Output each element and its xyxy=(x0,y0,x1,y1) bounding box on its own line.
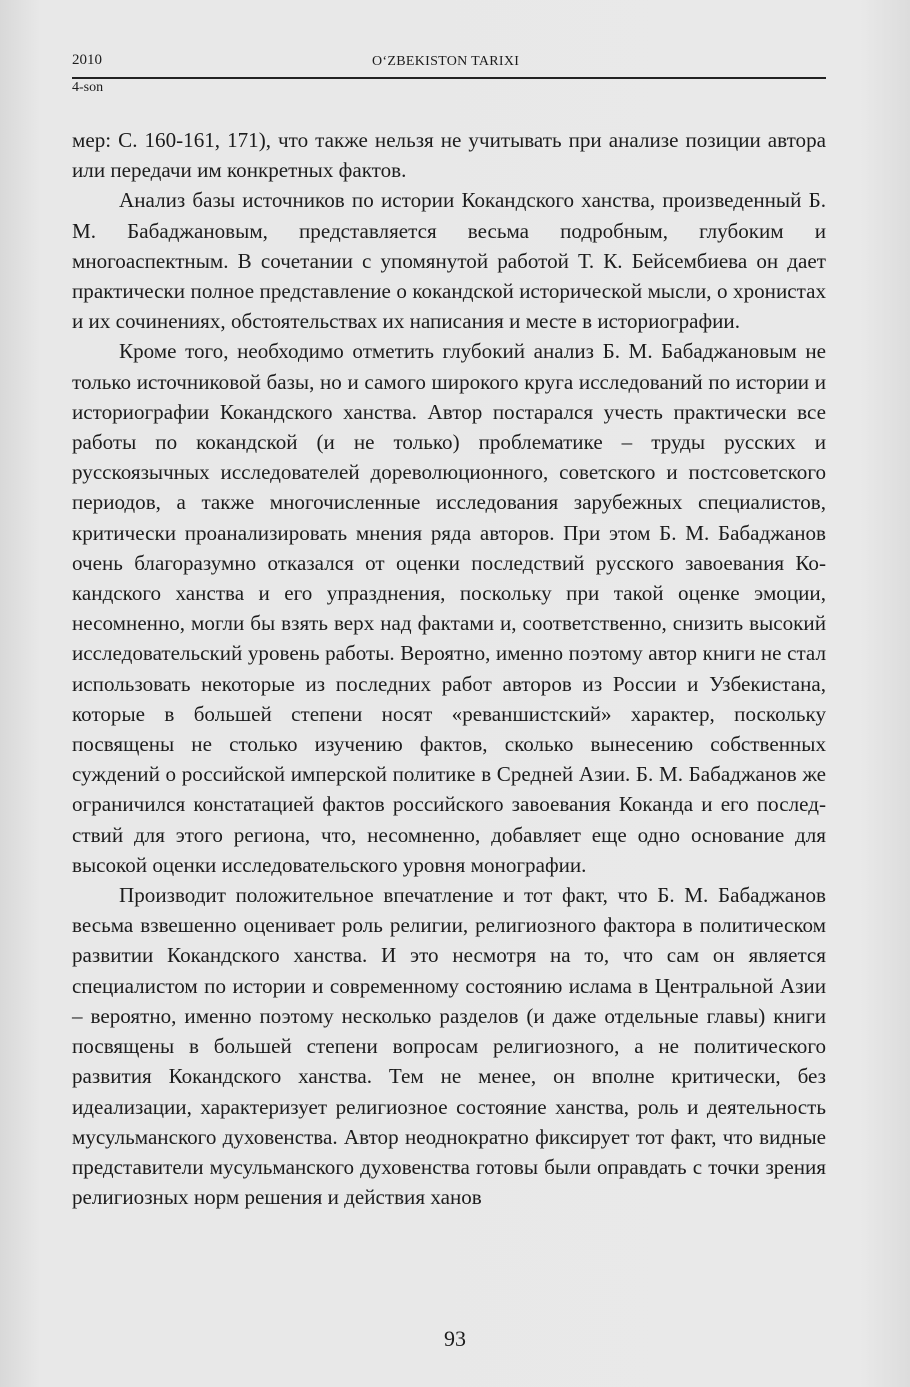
running-header xyxy=(72,52,826,102)
paragraph: Анализ базы источников по истории Кокандского ханства, произведенный Б. М. Бабаджановым, представляется весьма подробным, глубоким и многоаспектным. В сочетании с упомянутой работой Т. К. Бейсембиева он дает практически полное представление о кокандской исторической мысли, о хронистах и их сочинениях, обстоятельствах их написания и месте в историографии. xyxy=(72,188,826,334)
header-issue: 4-son xyxy=(72,80,104,95)
paragraph: Производит положительное впечатление и тот факт, что Б. М. Бабаджанов весьма взвешенно оценивает роль религии, религиозного фактора в политическом развитии Кокандского ханства. И это несмотря на то, что сам он является специалистом по истории и современному состоянию ислама в Центральной Азии – вероятно, именно поэтому несколько разделов (и даже отдельные главы) книги посвящены в большей степени вопросам религиозного, а не политического развития Кокандского ханства. Тем не менее, он вполне критически, без идеализации, характеризует религиозное состояние ханства, роль и деятельность мусульманского духовенства. Автор неоднократно фиксирует тот факт, что видные представители мусульманского духовенства готовы были оправдать с точки зрения религиозных норм решения и действия ханов xyxy=(72,883,826,1210)
header-rule xyxy=(72,77,826,79)
paragraph: Кроме того, необходимо отметить глубокий анализ Б. М. Бабаджановым не только источниковой базы, но и самого широкого круга исследований по истории и историографии Кокандского ханства. Автор постарался учесть практически все работы по кокандской (и не только) проблематике – труды русских и русскоязычных исследователей дореволюционного, советского и постсоветского периодов, а также многочисленные исследования зарубежных специалистов, критически проанализировать мнения ряда авторов. При этом Б. М. Бабаджанов очень благоразумно отказался от оценки последствий русского завоевания Кокандского ханства и его упразднения, поскольку при такой оценке эмоции, несомненно, могли бы взять верх над фактами и, соответственно, снизить высокий исследовательский уровень работы. Вероятно, именно поэтому автор книги не стал использовать некоторые из последних работ авторов из России и Узбекистана, которые в большей степени носят «реваншистский» характер, поскольку посвящены не столько изучению фактов, сколько вынесению собственных суждений о российской имперской политике в Средней Азии. Б. М. Бабаджанов же ограничился констатацией фактов российского завоевания Коканда и его последствий для этого региона, что, несомненно, добавляет еще одно основание для высокой оценки исследовательского уровня монографии. xyxy=(72,339,826,877)
journal-title: O‘ZBEKISTON TARIXI xyxy=(372,54,520,69)
page-number: 93 xyxy=(444,1326,466,1351)
header-year: 2010 xyxy=(72,52,102,68)
article-body xyxy=(72,125,826,1212)
paragraph-continuation: мер: С. 160-161, 171), что также нельзя не учитывать при анализе позиции автора или передачи им конкретных фактов. xyxy=(72,128,826,183)
